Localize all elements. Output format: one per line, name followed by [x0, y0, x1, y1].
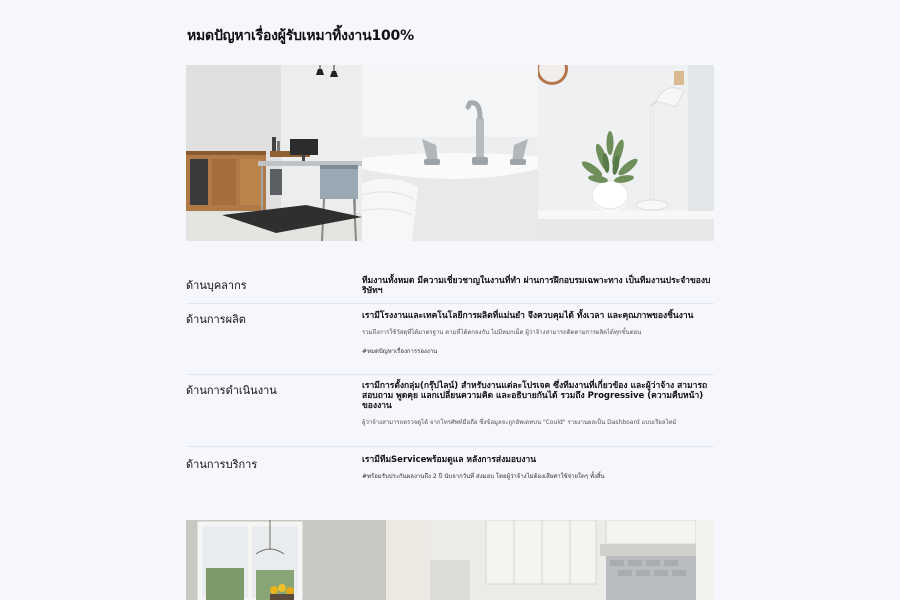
feature-list	[186, 270, 714, 499]
feature-content	[362, 375, 714, 446]
feature-note: รวมถึงการใช้วัสดุที่ได้มาตรฐาน ตามที่ได้ตกลงกัน ไม่มีหมกเม็ด ผู้ว่าจ้างสามารถติดตามการผลิตได้ทุกขั้นตอน	[362, 329, 642, 336]
feature-content	[362, 270, 714, 303]
feature-label: ด้านบุคลากร	[186, 279, 247, 292]
feature-content	[362, 304, 714, 374]
plant-lamp-photo	[538, 65, 714, 241]
feature-row-operations	[186, 375, 714, 447]
feature-row-service	[186, 447, 714, 499]
feature-label: ด้านการผลิต	[186, 313, 246, 326]
feature-hashtag: #พร้อมรับประกันผลงานถึง 2 ปี นับจากวันที่ ส่งมอบ โดยผู้ว่าจ้างไม่ต้องเสียค่าใช้จ่ายใดๆ ทั้งสิ้น	[362, 473, 605, 480]
kitchen-interior-photo	[186, 520, 714, 600]
feature-label: ด้านการดำเนินงาน	[186, 384, 277, 397]
feature-label: ด้านการบริการ	[186, 458, 258, 471]
feature-heading: เรามีทีมServiceพร้อมดูแล หลังการส่งมอบงาน	[362, 455, 537, 465]
feature-heading: เรามีโรงงานและเทคโนโลยีการผลิตที่แม่นยำ จึงควบคุมได้ ทั้งเวลา และคุณภาพของชิ้นงาน	[362, 311, 694, 321]
feature-content	[362, 447, 714, 499]
feature-heading: ทีมงานทั้งหมด มีความเชี่ยวชาญในงานที่ทำ ผ่านการฝึกอบรมเฉพาะทาง เป็นทีมงานประจำของบริษัทฯ	[362, 276, 711, 296]
feature-hashtag: #หมดปัญหาเรื่องการรองงาน	[362, 348, 438, 355]
office-desk-photo	[186, 65, 362, 241]
feature-row-production	[186, 304, 714, 375]
section-title: หมดปัญหาเรื่องผู้รับเหมาทิ้งงาน100%	[187, 28, 414, 44]
image-gallery	[186, 65, 714, 241]
feature-note: ผู้ว่าจ้างสามารถตรวจดูได้ จากโทรศัพท์มือถือ ซึ่งข้อมูลจะถูกอัพเดทบน "Could" รายงานผลเป็น Dashboard แบบเรียลไทม์	[362, 419, 677, 426]
feature-heading: เรามีการตั้งกลุ่ม(กรุ๊ปไลน์) สำหรับงานแต่ละโปรเจค ซึ่งทีมงานที่เกี่ยวข้อง และผู้ว่าจ้าง สามารถสอบถาม พูดคุย แลกเปลี่ยนความคิด และอธิบายกันได้ รวมถึง Progressive (ความคืบหน้า) ของงาน	[362, 381, 708, 411]
feature-row-personnel	[186, 270, 714, 304]
bathroom-faucet-photo	[362, 65, 538, 241]
